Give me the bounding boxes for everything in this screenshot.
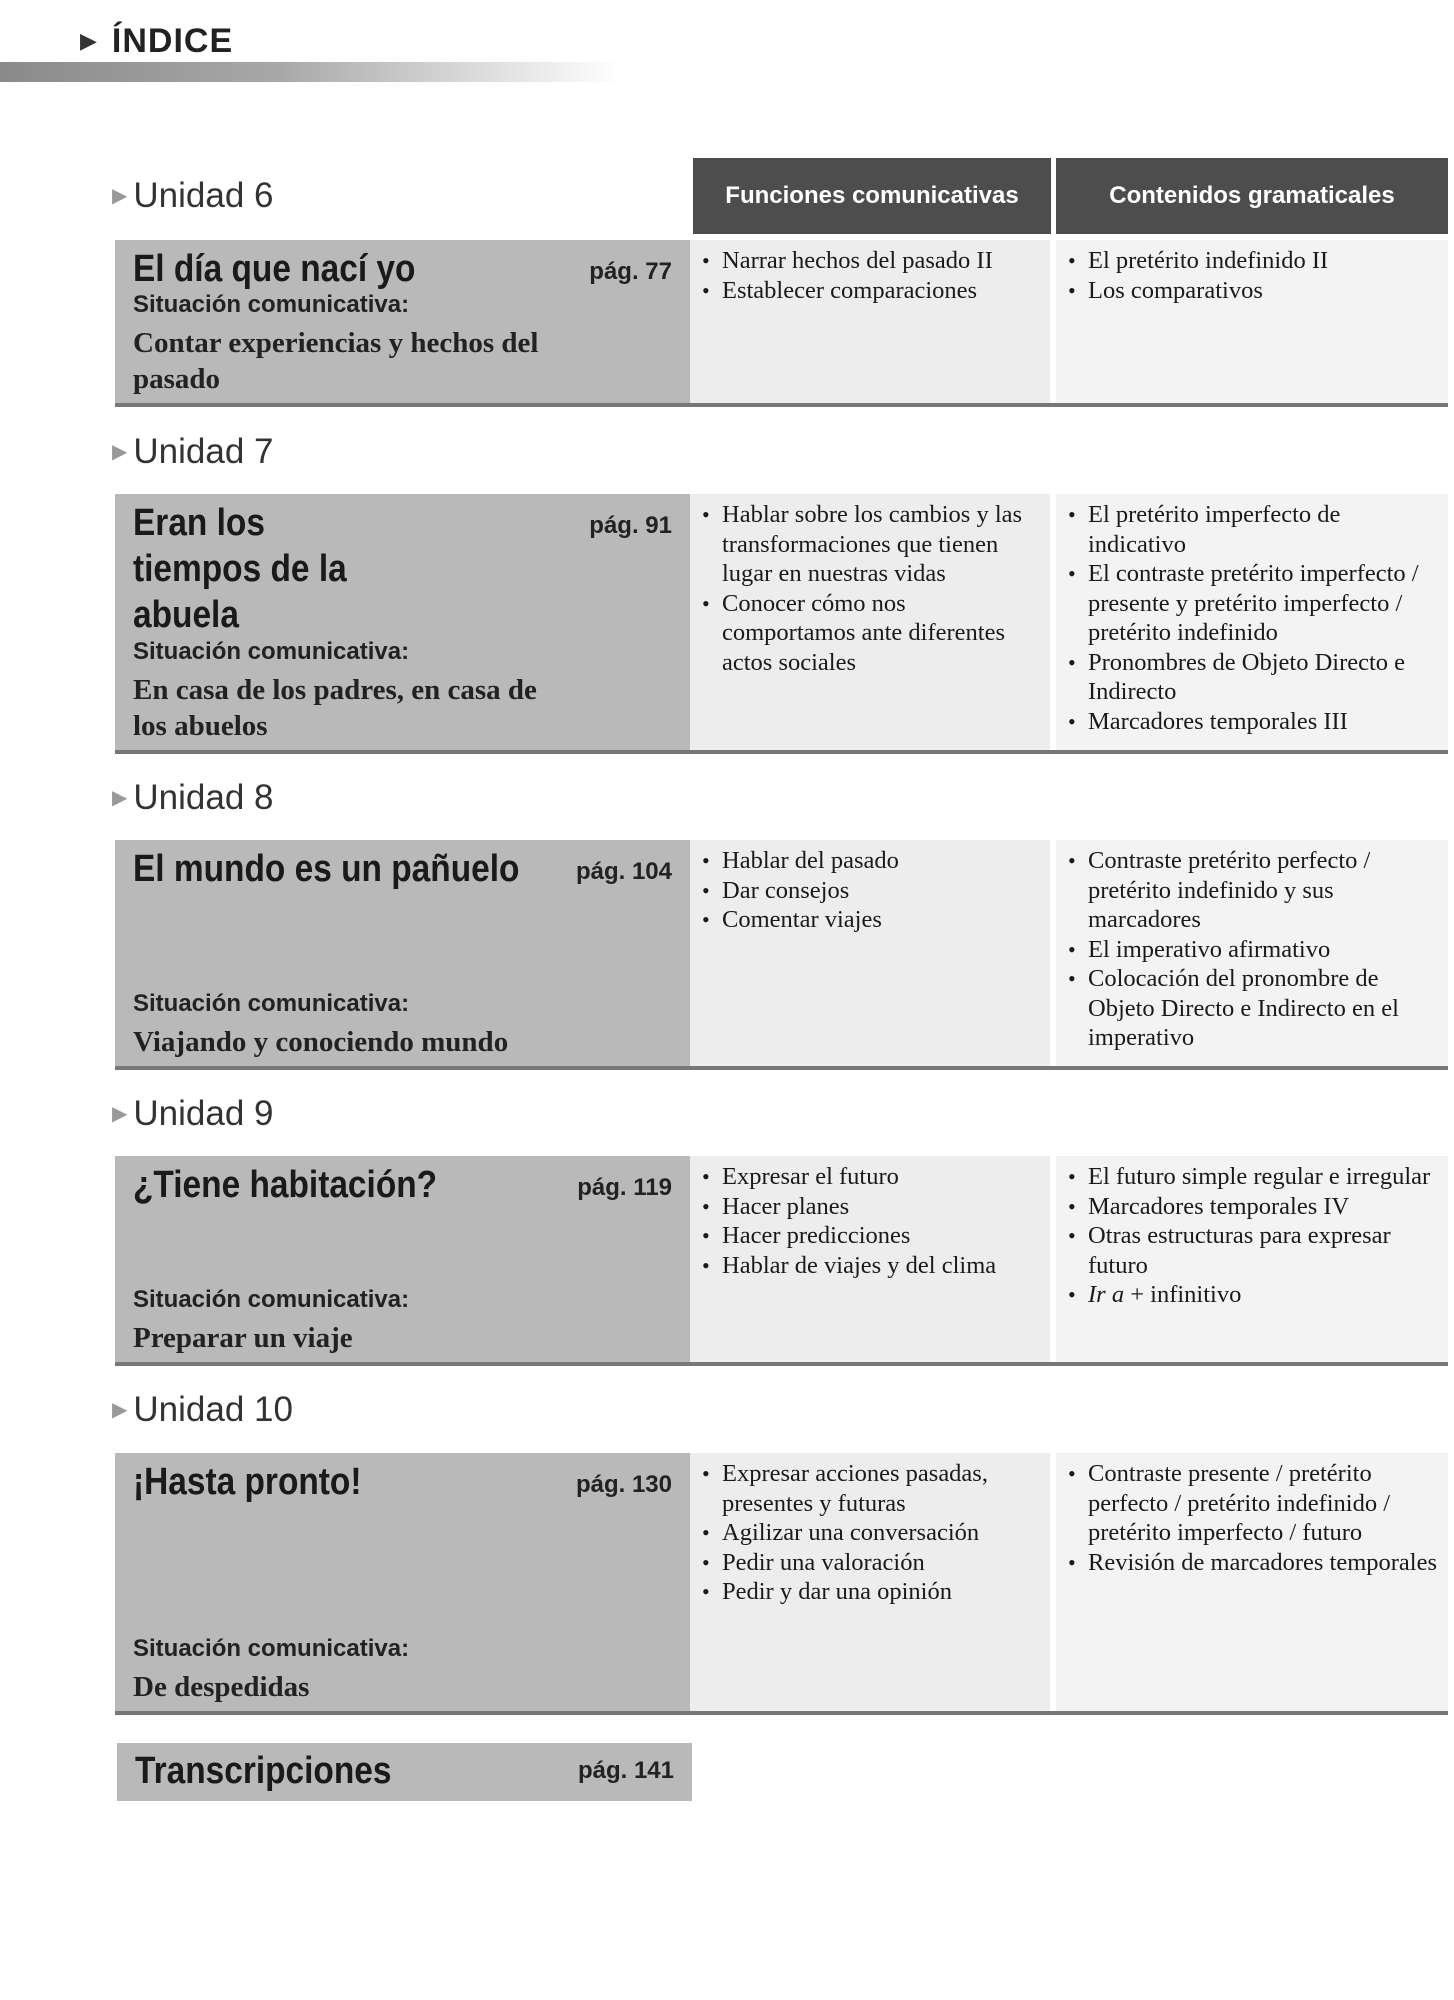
- contenidos-cell: [1056, 1156, 1448, 1362]
- list-item: • Contraste presente / pretérito perfecto / pretérito indefinido / pretérito imperfecto / futuro: [1066, 1459, 1440, 1548]
- contenidos-cell: [1056, 840, 1448, 1066]
- funciones-list: [700, 1162, 1042, 1280]
- list-item: • Agilizar una conversación: [700, 1518, 1042, 1548]
- contenidos-cell: [1056, 1453, 1448, 1711]
- transcripciones-title[interactable]: Transcripciones: [135, 1750, 392, 1792]
- list-item: • Revisión de marcadores temporales: [1066, 1548, 1440, 1578]
- unit-row-9: [115, 1156, 1448, 1366]
- funciones-list: [700, 500, 1042, 677]
- situacion-block: [133, 638, 573, 744]
- transcripciones-page[interactable]: pág. 141: [577, 1757, 674, 1784]
- transcripciones-box: [117, 1743, 692, 1801]
- list-item: • Establecer comparaciones: [700, 276, 1042, 306]
- situacion-label: Situación comunicativa:: [133, 291, 410, 318]
- situacion-label: Situación comunicativa:: [133, 1635, 410, 1662]
- list-item: • Hacer predicciones: [700, 1221, 1042, 1251]
- list-item: • Hacer planes: [700, 1192, 1042, 1222]
- list-item: [1066, 1280, 1440, 1310]
- unit-label: ▶ Unidad 7: [112, 432, 274, 471]
- page-title: [80, 22, 233, 61]
- unit-page[interactable]: pág. 91: [589, 512, 672, 539]
- list-item: • Colocación del pronombre de Objeto Directo e Indirecto en el imperativo: [1066, 964, 1440, 1053]
- funciones-list: [700, 846, 1042, 935]
- funciones-cell: [690, 840, 1050, 1066]
- list-item: • Marcadores temporales IV: [1066, 1192, 1440, 1222]
- list-item: • Hablar de viajes y del clima: [700, 1251, 1042, 1281]
- unit-title-box: [115, 840, 690, 1066]
- unit-title[interactable]: El mundo es un pañuelo: [133, 848, 520, 890]
- funciones-cell: [690, 494, 1050, 750]
- contenidos-list: [1066, 846, 1440, 1053]
- contenidos-list: [1066, 1162, 1440, 1310]
- funciones-cell: [690, 240, 1050, 403]
- triangle-icon: ▶: [112, 787, 128, 809]
- funciones-list: [700, 246, 1042, 305]
- situacion-label: Situación comunicativa:: [133, 638, 410, 665]
- list-item: • Otras estructuras para expresar futuro: [1066, 1221, 1440, 1280]
- unit-title-box: [115, 240, 690, 403]
- unit-row-6: [115, 240, 1448, 407]
- page-title-text: ÍNDICE: [111, 22, 234, 60]
- list-item-text: + infinitivo: [1124, 1281, 1242, 1308]
- list-item: • Pronombres de Objeto Directo e Indirecto: [1066, 648, 1440, 707]
- unit-title[interactable]: ¿Tiene habitación?: [133, 1164, 438, 1206]
- unit-label: ▶ Unidad 8: [112, 778, 274, 817]
- situacion-block: [133, 1635, 573, 1705]
- unit-page[interactable]: pág. 130: [575, 1471, 672, 1498]
- unit-label: ▶ Unidad 10: [112, 1390, 293, 1429]
- situacion-text: Viajando y conociendo mundo: [133, 1026, 509, 1058]
- list-item: • El pretérito imperfecto de indicativo: [1066, 500, 1440, 559]
- list-item: • El contraste pretérito imperfecto / presente y pretérito imperfecto / pretérito indefinido: [1066, 559, 1440, 648]
- unit-title-box: [115, 1453, 690, 1711]
- unit-label: ▶ Unidad 9: [112, 1094, 274, 1133]
- column-header-contenidos: Contenidos gramaticales: [1056, 158, 1448, 234]
- list-item: • El futuro simple regular e irregular: [1066, 1162, 1440, 1192]
- unit-title-box: [115, 494, 690, 750]
- triangle-icon: ▶: [112, 1399, 128, 1421]
- play-arrow-icon: ▶: [80, 28, 98, 53]
- situacion-label: Situación comunicativa:: [133, 1286, 410, 1313]
- unit-title-box: [115, 1156, 690, 1362]
- unit-page[interactable]: pág. 119: [577, 1174, 672, 1201]
- list-item: • El imperativo afirmativo: [1066, 935, 1440, 965]
- list-item: • Hablar del pasado: [700, 846, 1042, 876]
- unit-page[interactable]: pág. 77: [589, 258, 672, 285]
- list-item: • Expresar el futuro: [700, 1162, 1042, 1192]
- italic-text: Ir a: [1088, 1281, 1125, 1308]
- funciones-cell: [690, 1453, 1050, 1711]
- unit-title[interactable]: El día que nací yo: [133, 248, 416, 290]
- column-header-funciones: Funciones comunicativas: [693, 158, 1051, 234]
- triangle-icon: ▶: [112, 185, 128, 207]
- contenidos-cell: [1056, 240, 1448, 403]
- header-band: [0, 62, 620, 82]
- list-item: • Pedir una valoración: [700, 1548, 1042, 1578]
- unit-page[interactable]: pág. 104: [575, 858, 672, 885]
- funciones-cell: [690, 1156, 1050, 1362]
- situacion-text: Preparar un viaje: [133, 1322, 353, 1354]
- situacion-block: [133, 990, 593, 1060]
- unit-row-7: [115, 494, 1448, 754]
- unit-row-10: [115, 1453, 1448, 1715]
- situacion-block: [133, 1286, 573, 1356]
- triangle-icon: ▶: [112, 441, 128, 463]
- situacion-text: En casa de los padres, en casa de los abuelos: [133, 674, 537, 742]
- list-item: • El pretérito indefinido II: [1066, 246, 1440, 276]
- list-item: • Narrar hechos del pasado II: [700, 246, 1042, 276]
- contenidos-list: [1066, 500, 1440, 736]
- funciones-list: [700, 1459, 1042, 1607]
- situacion-text: De despedidas: [133, 1671, 310, 1703]
- list-item: • Contraste pretérito perfecto / pretérito indefinido y sus marcadores: [1066, 846, 1440, 935]
- list-item: • Hablar sobre los cambios y las transformaciones que tienen lugar en nuestras vidas: [700, 500, 1042, 589]
- list-item: • Expresar acciones pasadas, presentes y futuras: [700, 1459, 1042, 1518]
- contenidos-list: [1066, 1459, 1440, 1577]
- list-item: • Dar consejos: [700, 876, 1042, 906]
- list-item: • Marcadores temporales III: [1066, 707, 1440, 737]
- triangle-icon: ▶: [112, 1103, 128, 1125]
- unit-label: ▶ Unidad 6: [112, 176, 274, 215]
- unit-title[interactable]: Eran los tiempos de la abuela: [133, 502, 347, 636]
- unit-title[interactable]: ¡Hasta pronto!: [133, 1461, 362, 1503]
- situacion-text: Contar experiencias y hechos del pasado: [133, 327, 539, 395]
- contenidos-list: [1066, 246, 1440, 305]
- list-item: • Los comparativos: [1066, 276, 1440, 306]
- contenidos-cell: [1056, 494, 1448, 750]
- list-item: • Pedir y dar una opinión: [700, 1577, 1042, 1607]
- list-item: • Conocer cómo nos comportamos ante diferentes actos sociales: [700, 589, 1042, 678]
- situacion-label: Situación comunicativa:: [133, 990, 410, 1017]
- unit-row-8: [115, 840, 1448, 1070]
- situacion-block: [133, 291, 573, 397]
- list-item: • Comentar viajes: [700, 905, 1042, 935]
